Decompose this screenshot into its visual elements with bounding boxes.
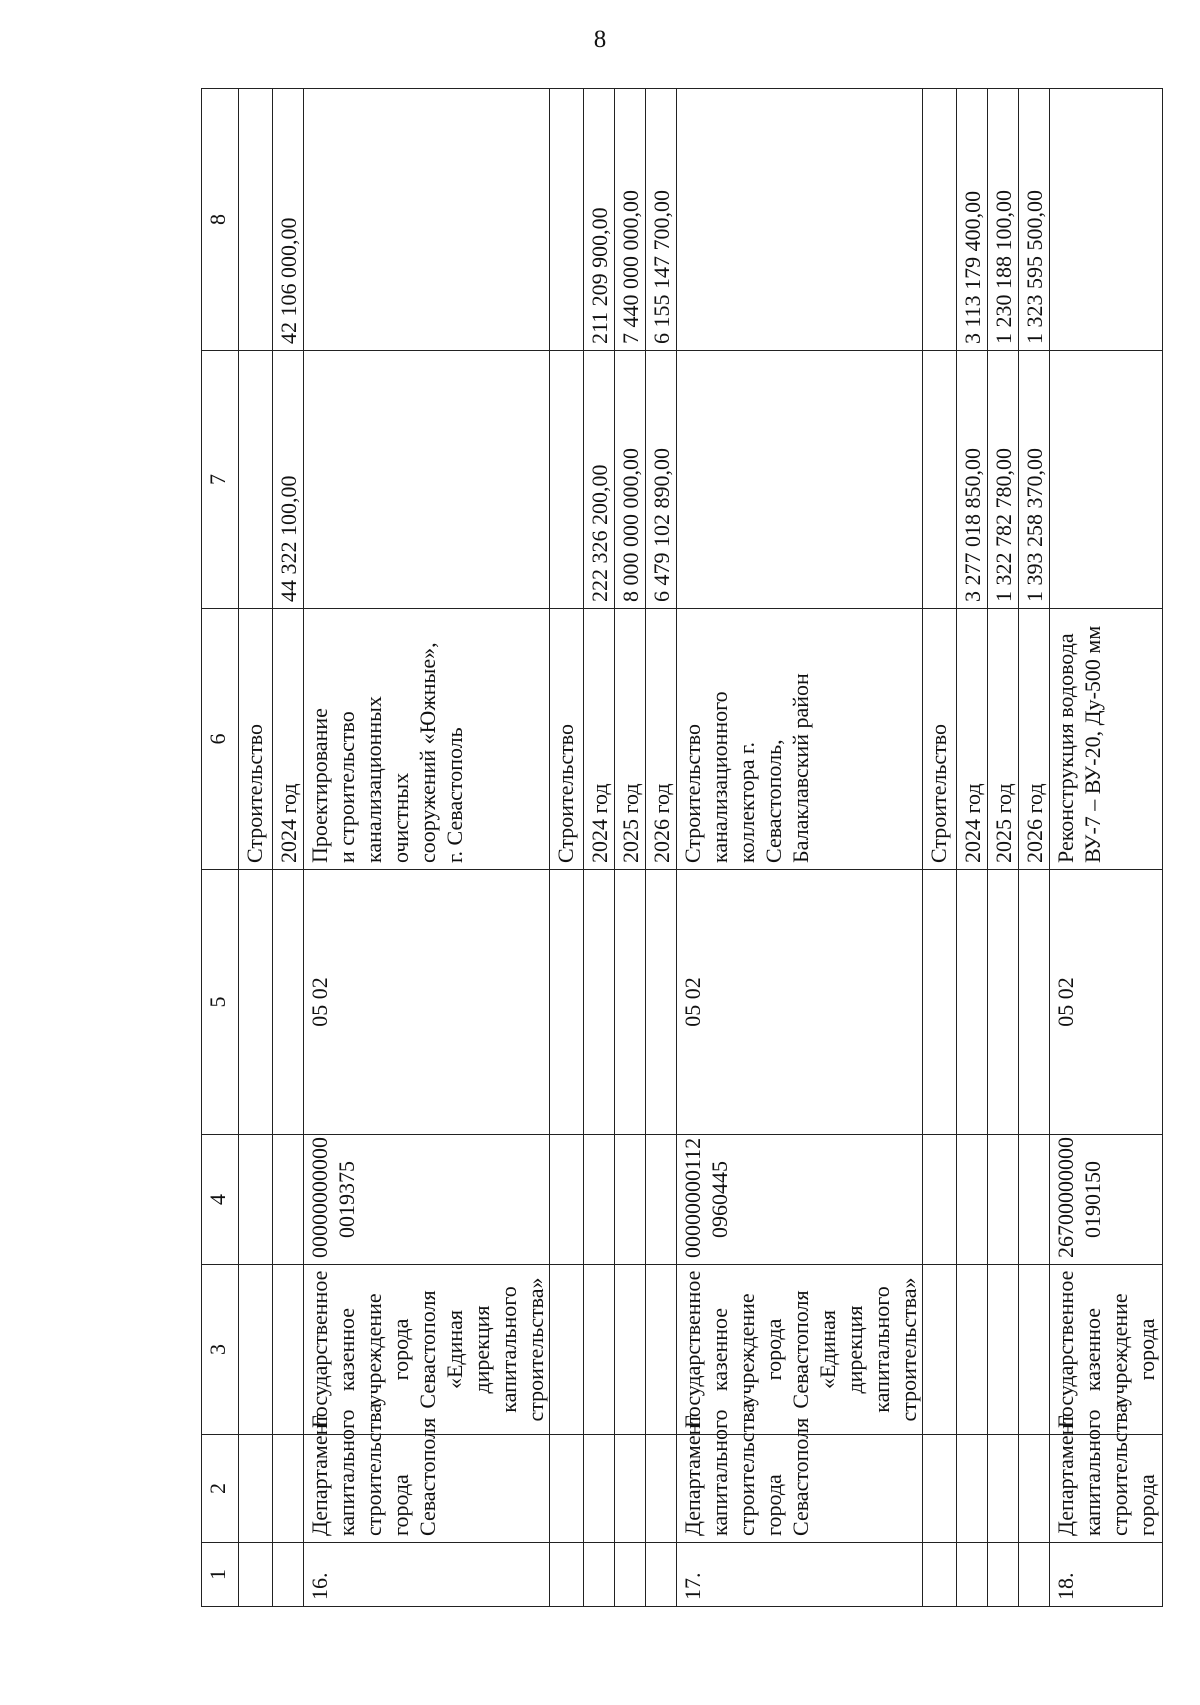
description-cell: Строительство [923,609,957,870]
code-cell [584,1135,615,1265]
amount-col7-cell: 6 479 102 890,00 [646,351,677,609]
code-cell [988,1135,1019,1265]
column-header: 4 [202,1135,239,1265]
amount-col8-cell [304,89,550,351]
department-cell: Департамент капитального строительства города Севастополя [677,1435,923,1543]
row-number-cell: 17. [677,1543,923,1607]
row-number-cell [646,1543,677,1607]
description-cell: Проектирование и строительство канализационных очистных сооружений «Южные», г. Севастополь [304,609,550,870]
institution-cell [550,1265,584,1435]
amount-col7-cell: 1 322 782 780,00 [988,351,1019,609]
amount-col8-cell [239,89,273,351]
budget-table [201,88,1163,1607]
institution-cell: Государственное казенное учреждение города [1050,1265,1163,1435]
column-header: 3 [202,1265,239,1435]
code-cell [239,1135,273,1265]
code-cell [923,1135,957,1265]
description-cell: 2026 год [646,609,677,870]
code-cell [273,1135,304,1265]
department-cell: Департамент капитального строительства города Севастополя [304,1435,550,1543]
table-row [1050,89,1163,1607]
description-cell: 2025 год [615,609,646,870]
section-cell: 05 02 [677,870,923,1135]
description-cell: 2026 год [1019,609,1050,870]
institution-cell [957,1265,988,1435]
section-cell: 05 02 [304,870,550,1135]
section-cell [923,870,957,1135]
section-cell [239,870,273,1135]
table-row [304,89,550,1607]
description-cell: Строительство [239,609,273,870]
column-header: 8 [202,89,239,351]
row-number-cell [273,1543,304,1607]
row-number-cell [988,1543,1019,1607]
department-cell [239,1435,273,1543]
column-header: 6 [202,609,239,870]
column-header: 2 [202,1435,239,1543]
table-row [646,89,677,1607]
code-cell [1019,1135,1050,1265]
rotated-table-frame [201,89,1159,1607]
institution-cell [239,1265,273,1435]
description-cell: 2024 год [584,609,615,870]
amount-col8-cell [550,89,584,351]
column-number-row [202,89,239,1607]
row-number-cell [239,1543,273,1607]
row-number-cell: 16. [304,1543,550,1607]
code-cell [550,1135,584,1265]
institution-cell [273,1265,304,1435]
amount-col8-cell [923,89,957,351]
table-row [677,89,923,1607]
column-header: 5 [202,870,239,1135]
section-cell [1019,870,1050,1135]
department-cell [550,1435,584,1543]
table-row [550,89,584,1607]
row-number-cell [1019,1543,1050,1607]
table-row [1019,89,1050,1607]
amount-col7-cell [1050,351,1163,609]
description-cell: 2025 год [988,609,1019,870]
column-header: 1 [202,1543,239,1607]
department-cell [615,1435,646,1543]
row-number-cell [957,1543,988,1607]
section-cell [584,870,615,1135]
amount-col8-cell: 42 106 000,00 [273,89,304,351]
description-cell: Реконструкция водовода ВУ-7 – ВУ-20, Ду-500 мм [1050,609,1163,870]
department-cell [988,1435,1019,1543]
section-cell: 05 02 [1050,870,1163,1135]
page-number: 8 [593,26,607,53]
code-cell [957,1135,988,1265]
section-cell [957,870,988,1135]
code-cell [615,1135,646,1265]
amount-col8-cell: 1 230 188 100,00 [988,89,1019,351]
section-cell [988,870,1019,1135]
amount-col8-cell [1050,89,1163,351]
table-row [584,89,615,1607]
department-cell [1019,1435,1050,1543]
institution-cell [584,1265,615,1435]
section-cell [550,870,584,1135]
column-header: 7 [202,351,239,609]
row-number-cell [615,1543,646,1607]
institution-cell [1019,1265,1050,1435]
department-cell [584,1435,615,1543]
amount-col7-cell: 1 393 258 370,00 [1019,351,1050,609]
section-cell [273,870,304,1135]
description-cell: Строительство [550,609,584,870]
amount-col8-cell: 7 440 000 000,00 [615,89,646,351]
amount-col7-cell [923,351,957,609]
institution-cell: Государственное казенное учреждение города Севастополя «Единая дирекция капитального строительства» [304,1265,550,1435]
department-cell [923,1435,957,1543]
amount-col8-cell: 211 209 900,00 [584,89,615,351]
description-cell: 2024 год [273,609,304,870]
description-cell: 2024 год [957,609,988,870]
amount-col7-cell [550,351,584,609]
institution-cell: Государственное казенное учреждение города Севастополя «Единая дирекция капитального строительства» [677,1265,923,1435]
institution-cell [615,1265,646,1435]
amount-col8-cell: 3 113 179 400,00 [957,89,988,351]
row-number-cell [923,1543,957,1607]
institution-cell [988,1265,1019,1435]
description-cell: Строительство канализационного коллектора г. Севастополь, Балаклавский район [677,609,923,870]
table-row [923,89,957,1607]
institution-cell [923,1265,957,1435]
department-cell [957,1435,988,1543]
section-cell [615,870,646,1135]
row-number-cell [584,1543,615,1607]
amount-col7-cell: 3 277 018 850,00 [957,351,988,609]
amount-col8-cell: 1 323 595 500,00 [1019,89,1050,351]
table-row [615,89,646,1607]
section-cell [646,870,677,1135]
amount-col8-cell: 6 155 147 700,00 [646,89,677,351]
department-cell [646,1435,677,1543]
table-row [239,89,273,1607]
row-number-cell [550,1543,584,1607]
amount-col7-cell: 222 326 200,00 [584,351,615,609]
amount-col7-cell: 44 322 100,00 [273,351,304,609]
institution-cell [646,1265,677,1435]
row-number-cell: 18. [1050,1543,1163,1607]
code-cell [646,1135,677,1265]
code-cell: 00000000112 0960445 [677,1135,923,1265]
amount-col7-cell: 8 000 000 000,00 [615,351,646,609]
table-row [988,89,1019,1607]
department-cell [273,1435,304,1543]
code-cell: 26700000000 0190150 [1050,1135,1163,1265]
table-row [273,89,304,1607]
amount-col8-cell [677,89,923,351]
amount-col7-cell [239,351,273,609]
table-row [957,89,988,1607]
department-cell: Департамент капитального строительства города [1050,1435,1163,1543]
amount-col7-cell [677,351,923,609]
amount-col7-cell [304,351,550,609]
code-cell: 00000000000 0019375 [304,1135,550,1265]
